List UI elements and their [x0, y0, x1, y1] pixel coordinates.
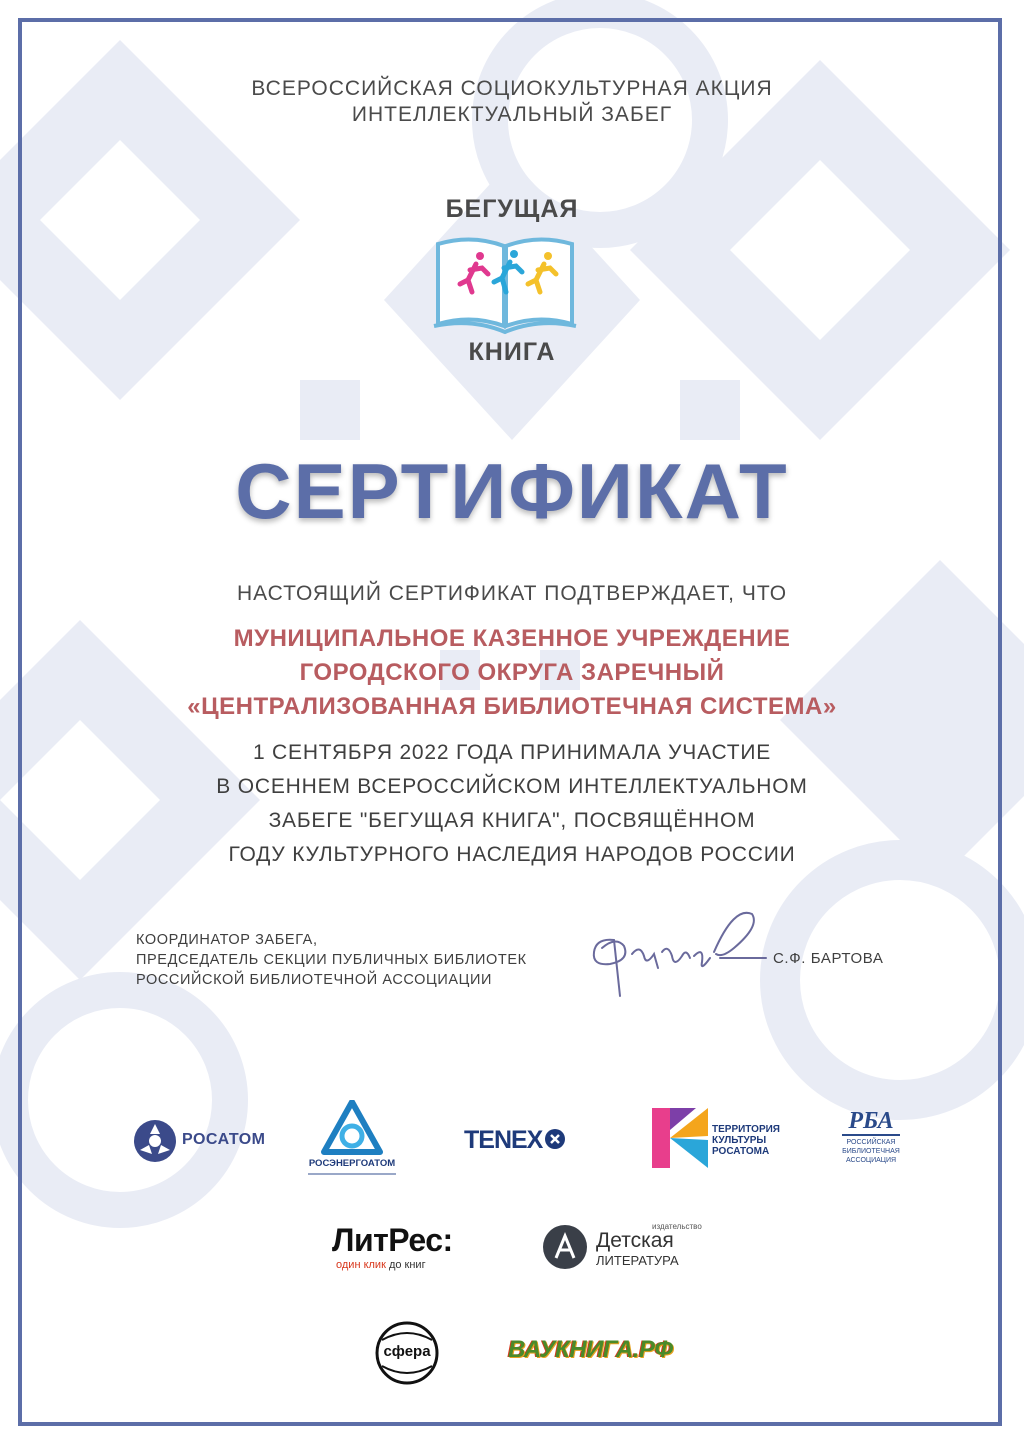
- running-book-logo-icon: [432, 234, 578, 338]
- litres-slogan-part-1: один клик: [336, 1259, 386, 1271]
- territory-line-1: ТЕРРИТОРИЯ: [712, 1124, 780, 1135]
- rba-logo: [838, 1108, 904, 1172]
- territory-label: [712, 1124, 780, 1157]
- territory-culture-logo: [652, 1108, 782, 1170]
- confirm-text: НАСТОЯЩИЙ СЕРТИФИКАТ ПОДТВЕРЖДАЕТ, ЧТО: [236, 582, 788, 605]
- rosenergoatom-label: РОСЭНЕРГОАТОМ: [308, 1158, 396, 1169]
- tenex-logo: [464, 1126, 574, 1156]
- event-header: [0, 76, 1024, 128]
- sfera-label: сфера: [383, 1343, 431, 1360]
- rosenergoatom-underline: [308, 1173, 396, 1175]
- coordinator-line-1: КООРДИНАТОР ЗАБЕГА,: [136, 932, 318, 948]
- description-line-4: ГОДУ КУЛЬТУРНОГО НАСЛЕДИЯ НАРОДОВ РОССИИ: [228, 843, 796, 866]
- signature-icon: [584, 896, 769, 1006]
- organization-line-1: МУНИЦИПАЛЬНОЕ КАЗЕННОЕ УЧРЕЖДЕНИЕ: [233, 625, 791, 652]
- litres-slogan-part-2: до книг: [388, 1259, 426, 1271]
- vaukniga-label: ВАУКНИГА.РФ: [508, 1336, 673, 1363]
- territory-line-2: КУЛЬТУРЫ: [712, 1135, 767, 1146]
- coordinator-line-3: РОССИЙСКОЙ БИБЛИОТЕЧНОЙ АССОЦИАЦИИ: [136, 972, 493, 988]
- coordinator-line-2: ПРЕДСЕДАТЕЛЬ СЕКЦИИ ПУБЛИЧНЫХ БИБЛИОТЕК: [136, 952, 527, 968]
- signatory-name: С.Ф. БАРТОВА: [773, 950, 884, 967]
- litres-slogan: [336, 1259, 426, 1271]
- brand-bottom-text: КНИГА: [468, 338, 556, 366]
- tenex-mark-icon: [544, 1128, 566, 1150]
- rosenergoatom-logo: [300, 1100, 404, 1178]
- territory-line-3: РОСАТОМА: [712, 1146, 770, 1157]
- rba-line-2: БИБЛИОТЕЧНАЯ: [842, 1148, 900, 1155]
- organization-line-3: «ЦЕНТРАЛИЗОВАННАЯ БИБЛИОТЕЧНАЯ СИСТЕМА»: [187, 693, 837, 720]
- brand-top-text: БЕГУЩАЯ: [445, 195, 579, 223]
- coordinator-block: [136, 930, 527, 990]
- detskaya-literatura-logo: [542, 1222, 702, 1272]
- participation-description: [0, 736, 1024, 872]
- rba-mark: РБА: [848, 1108, 894, 1134]
- sfera-logo: [372, 1320, 442, 1386]
- rosatom-logo: [132, 1118, 272, 1166]
- rba-line-1: РОССИЙСКАЯ: [846, 1139, 896, 1146]
- territory-culture-emblem-icon: [652, 1108, 708, 1168]
- rba-line-3: АССОЦИАЦИЯ: [845, 1157, 897, 1164]
- detlit-label-2: ЛИТЕРАТУРА: [596, 1253, 679, 1268]
- description-line-1: 1 СЕНТЯБРЯ 2022 ГОДА ПРИНИМАЛА УЧАСТИЕ: [252, 741, 772, 764]
- rosatom-emblem-icon: [132, 1118, 178, 1164]
- litres-label: ЛитРес:: [332, 1222, 453, 1258]
- litres-logo: [332, 1222, 472, 1272]
- rosenergoatom-emblem-icon: [320, 1100, 384, 1156]
- description-line-2: В ОСЕННЕМ ВСЕРОССИЙСКОМ ИНТЕЛЛЕКТУАЛЬНОМ: [216, 775, 808, 798]
- tenex-label: TENEX: [464, 1126, 543, 1154]
- rba-label: [838, 1138, 904, 1165]
- certificate-title: СЕРТИФИКАТ: [235, 447, 789, 535]
- vaukniga-logo: [508, 1336, 673, 1370]
- detlit-small-label: издательство: [652, 1222, 702, 1231]
- detlit-label-1: Детская: [596, 1229, 674, 1252]
- rba-underline: [842, 1134, 900, 1136]
- header-line-1: ВСЕРОССИЙСКАЯ СОЦИОКУЛЬТУРНАЯ АКЦИЯ: [251, 77, 773, 100]
- header-line-2: ИНТЕЛЛЕКТУАЛЬНЫЙ ЗАБЕГ: [351, 103, 673, 126]
- organization-name: [0, 622, 1024, 724]
- rosatom-label: РОСАТОМ: [182, 1131, 266, 1148]
- detlit-emblem-icon: [542, 1224, 588, 1270]
- description-line-3: ЗАБЕГЕ "БЕГУЩАЯ КНИГА", ПОСВЯЩЁННОМ: [268, 809, 756, 832]
- organization-line-2: ГОРОДСКОГО ОКРУГА ЗАРЕЧНЫЙ: [299, 659, 725, 686]
